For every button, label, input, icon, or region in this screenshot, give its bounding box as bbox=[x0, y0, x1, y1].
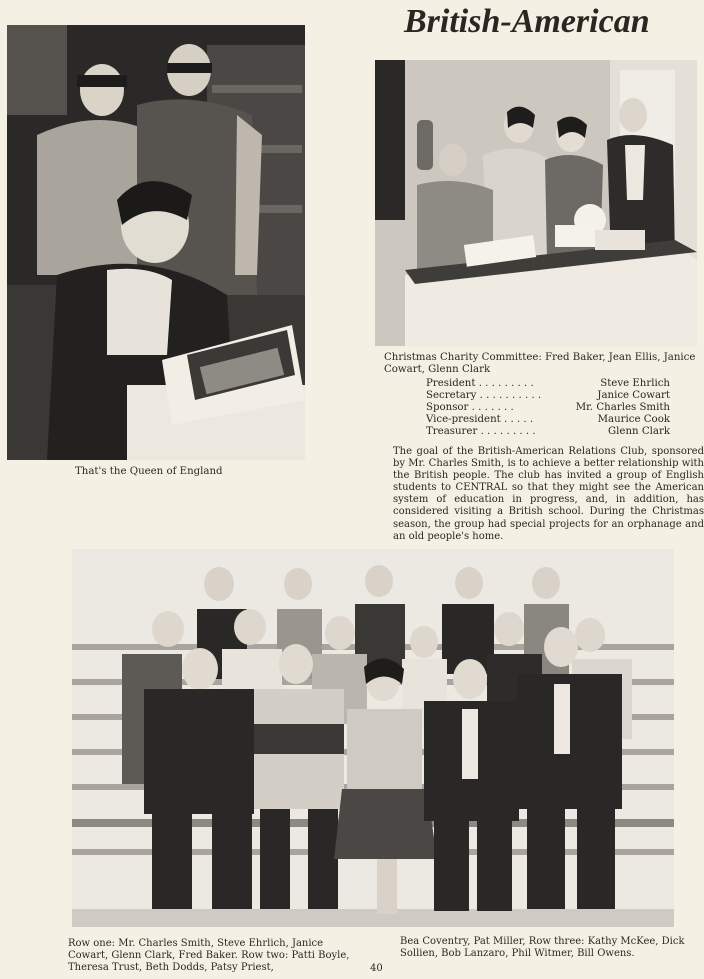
officer-row bbox=[426, 378, 670, 390]
caption-group-right: Bea Coventry, Pat Miller, Row three: Kathy McKee, Dick Sollien, Bob Lanzaro, Phil Witmer, Bill Owens. bbox=[400, 936, 685, 959]
officer-name: Janice Cowart bbox=[597, 390, 670, 401]
page-title: British-American bbox=[404, 3, 650, 40]
officer-row bbox=[426, 390, 670, 402]
officer-role: Sponsor . . . . . . . bbox=[426, 402, 514, 413]
caption-christmas-charity-committee: Christmas Charity Committee: Fred Baker, Jean Ellis, Janice Cowart, Glenn Clark bbox=[384, 352, 696, 375]
officer-role: Vice-president . . . . . bbox=[426, 414, 534, 425]
caption-queen-of-england: That's the Queen of England bbox=[75, 466, 223, 477]
page-number: 40 bbox=[370, 963, 383, 974]
photo-club-group bbox=[72, 549, 674, 927]
officers-list bbox=[426, 378, 670, 438]
officer-row bbox=[426, 414, 670, 426]
officer-name: Steve Ehrlich bbox=[600, 378, 670, 389]
officer-role: President . . . . . . . . . bbox=[426, 378, 534, 389]
officer-name: Maurice Cook bbox=[597, 414, 670, 425]
officer-name: Mr. Charles Smith bbox=[575, 402, 670, 413]
officer-role: Secretary . . . . . . . . . . bbox=[426, 390, 542, 401]
officer-row bbox=[426, 402, 670, 414]
officer-name: Glenn Clark bbox=[608, 426, 670, 437]
officer-role: Treasurer . . . . . . . . . bbox=[426, 426, 536, 437]
photo-queen-of-england bbox=[7, 25, 305, 460]
officer-row bbox=[426, 426, 670, 438]
photo-christmas-charity-committee bbox=[375, 60, 697, 346]
caption-group-left: Row one: Mr. Charles Smith, Steve Ehrlich, Janice Cowart, Glenn Clark, Fred Baker. Row two: Patti Boyle, Theresa Trust, Beth Dodds, Patsy Priest, bbox=[68, 938, 350, 973]
club-description: The goal of the British-American Relations Club, sponsored by Mr. Charles Smith, is to achieve a better relationship with the British people. The club has invited a group of English students to CENTRAL so that they might see the American system of education in progress, and, in addition, has considered visiting a British school. During the Christmas season, the group had special projects for an orphanage and an old people's home. bbox=[393, 446, 704, 542]
